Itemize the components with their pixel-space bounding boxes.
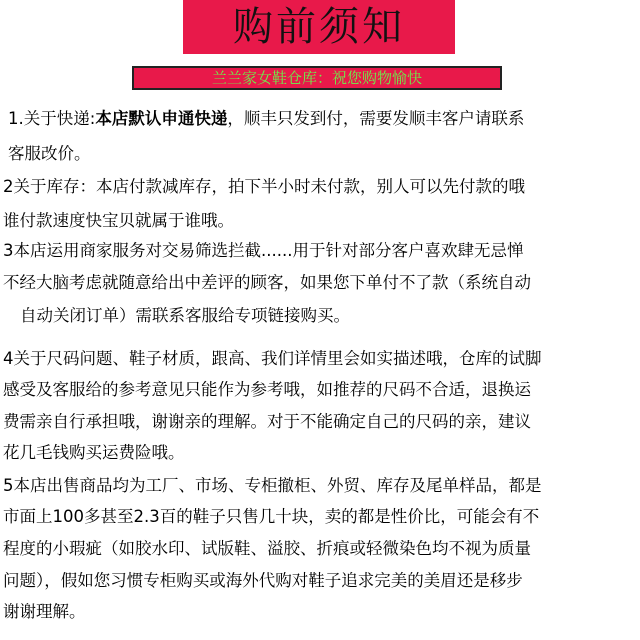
notice-1-rest: ，顺丰只发到付，需要发顺丰客户请联系 <box>227 109 525 128</box>
notice-5-line-4: 问题），假如您习惯专柜购买或海外代购对鞋子追求完美的美眉还是移步 <box>3 571 523 590</box>
subtitle-banner <box>132 66 502 90</box>
page-title: 购前须知 <box>233 4 405 50</box>
notice-4-line-4: 花几毛钱购买运费险哦。 <box>3 443 185 462</box>
notice-5-line-1: 5本店出售商品均为工厂、市场、专柜撤柜、外贸、库存及尾单样品，都是 <box>3 476 542 495</box>
notice-1-line-2: 客服改价。 <box>8 144 91 163</box>
notice-5-line-5: 谢谢理解。 <box>3 602 86 621</box>
notice-3-line-1: 3本店运用商家服务对交易筛选拦截......用于针对部分客户喜欢肆无忌惮 <box>3 241 524 260</box>
notice-1-bold: 本店默认申通快递 <box>95 109 228 128</box>
notice-3-line-3: 自动关闭订单）需联系客服给专项链接购买。 <box>20 306 350 325</box>
notice-3-line-2: 不经大脑考虑就随意给出中差评的顾客，如果您下单付不了款（系统自动 <box>3 273 531 292</box>
notice-4-line-1: 4关于尺码问题、鞋子材质，跟高、我们详情里会如实描述哦，仓库的试脚 <box>3 349 542 368</box>
notice-1-line-1 <box>8 108 524 130</box>
notice-2-line-2: 谁付款速度快宝贝就属于谁哦。 <box>3 211 234 230</box>
notice-4-line-2: 感受及客服给的参考意见只能作为参考哦，如推荐的尺码不合适，退换运 <box>3 380 531 399</box>
notice-5-line-3: 程度的小瑕疵（如胶水印、试版鞋、溢胶、折痕或轻微染色均不视为质量 <box>3 539 531 558</box>
shop-greeting: 兰兰家女鞋仓库：祝您购物愉快 <box>211 68 422 87</box>
notice-2-line-1: 2关于库存：本店付款减库存，拍下半小时未付款，别人可以先付款的哦 <box>3 177 525 196</box>
notice-5-line-2: 市面上100多甚至2.3百的鞋子只售几十块，卖的都是性价比，可能会有不 <box>3 507 540 526</box>
title-banner <box>183 0 455 54</box>
notice-4-line-3: 费需亲自行承担哦，谢谢亲的理解。对于不能确定自己的尺码的亲，建议 <box>3 412 531 431</box>
notice-1-prefix: 1.关于快递: <box>8 109 96 128</box>
